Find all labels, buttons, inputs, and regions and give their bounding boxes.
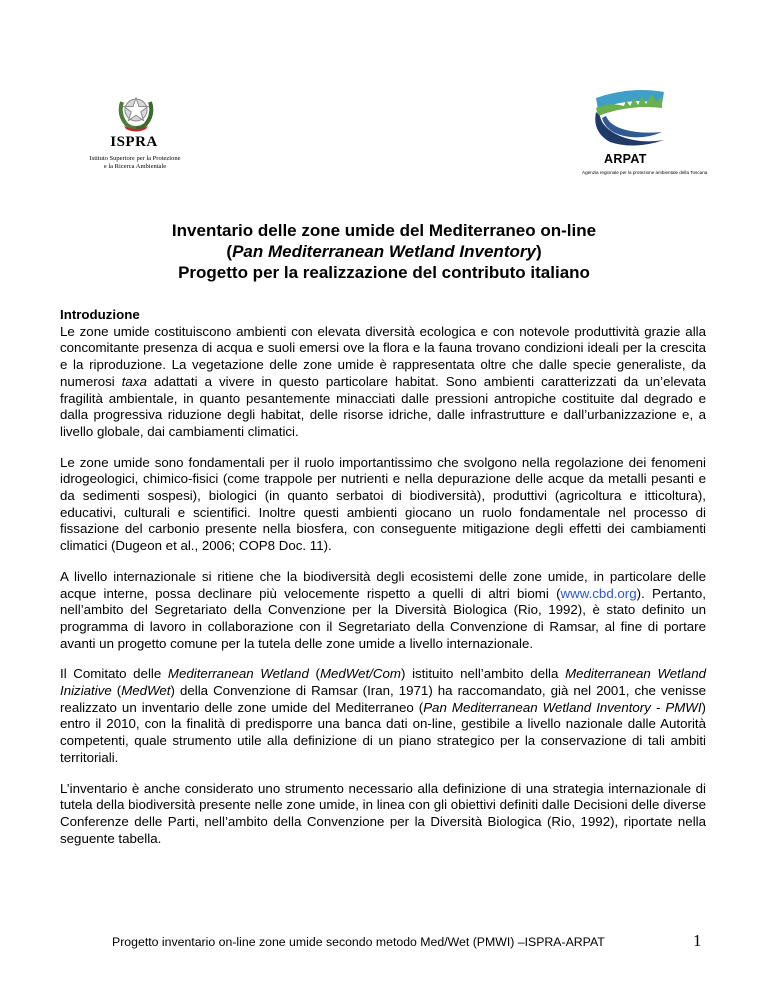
page-footer: Progetto inventario on-line zone umide secondo metodo Med/Wet (PMWI) –ISPRA-ARPAT [112,935,605,949]
p4-italic-1: Mediterranean Wetland [167,666,309,682]
cbd-link[interactable]: www.cbd.org [560,585,637,601]
p4-text-c: ) istituito nell’ambito della [400,666,566,682]
page-number: 1 [693,931,702,950]
p4-italic-3: Mediterranean Wetland Iniziative [60,666,706,699]
arpat-logo [582,86,708,188]
ispra-subtitle-line1: Istituto Superiore per la Protezione [89,155,181,162]
p4-text-e: ) della Convenzione di Ramsar (Iran, 1971) ha raccomandato, già nel 2001, che venisse realizzato un inventario delle zone umide del Mediterraneo ( [60,683,707,715]
paragraph-4 [60,666,706,766]
p4-italic-4: MedWet [121,683,171,699]
p4-italic-2: MedWet/Com [319,666,401,682]
document-body [60,307,706,861]
arpat-subtitle: Agenzia regionale per la protezione ambientale della Toscana [582,170,708,175]
p4-text-a: Il Comitato delle [60,666,168,682]
ispra-subtitle [80,155,190,171]
p3-text-b: ). Pertanto, nell’ambito del Segretariato della Convenzione per la Diversità Biologica (Rio, 1992), è stato definito un programma di lavoro in collaborazione con il Segretariato della Convenzione di Ramsar, al fine di portare avanti un progetto comune per la tutela delle zone umide a livello internazionale. [60,585,707,651]
italian-republic-emblem-icon [116,88,156,132]
title-line1: Inventario delle zone umide del Mediterraneo on-line [171,221,597,240]
ispra-logo [78,84,190,184]
paragraph-3 [60,569,706,653]
title-line2-italic: Pan Mediterranean Wetland Inventory [232,242,536,261]
p1-text-b: adattati a vivere in questo particolare habitat. Sono ambienti caratterizzati da un’elevata fragilità ambientale, in quanto pesantemente minacciati dalle pressioni antropiche costituite dal degrado e dalla progressiva riduzione degli habitat, delle risorse idriche, dalle infrastrutture e dall’urbanizzazione e, a livello globale, dai cambiamenti climatici. [60,373,706,439]
document-title [60,220,708,283]
ispra-subtitle-line2: e la Ricerca Ambientale [103,163,167,170]
paragraph-1 [60,324,706,441]
ispra-name: ISPRA [110,134,158,150]
p4-text-b: ( [308,666,320,682]
p4-text-d: ( [111,683,122,699]
arpat-name: ARPAT [604,152,647,166]
title-line2-close: ) [535,242,542,261]
p3-text-a: A livello internazionale si ritiene che la biodiversità degli ecosistemi delle zone umide, in particolare delle acque interne, possa declinare più velocemente rispetto a quelli di altri biomi ( [60,568,706,601]
p4-italic-5: Pan Mediterranean Wetland Inventory - PMWI [423,699,702,715]
title-line2-open: ( [226,242,233,261]
arpat-wave-landscape-icon [590,86,668,150]
title-line2 [60,241,708,262]
paragraph-5: L’inventario è anche considerato uno strumento necessario alla definizione di una strategia internazionale di tutela della biodiversità presente nelle zone umide, in linea con gli obiettivi definiti dalle Decisioni delle diverse Conferenze delle Parti, nell’ambito della Convenzione per la Diversità Biologica (Rio, 1992), riportate nella seguente tabella. [60,780,706,846]
title-line3: Progetto per la realizzazione del contributo italiano [178,263,590,282]
p1-italic: taxa [121,373,147,389]
p4-text-f: ) entro il 2010, con la finalità di predisporre una banca dati on-line, gestibile a livello nazionale dalle Autorità competenti, quale strumento utile alla definizione di un piano strategico per la conservazione di tali ambiti territoriali. [60,699,706,765]
p1-text-a: Le zone umide costituiscono ambienti con elevata diversità ecologica e con notevole produttività grazie alla concomitante presenza di acqua e suoli emersi ove la flora e la fauna trovano condizioni ideali per la crescita e la riproduzione. La vegetazione delle zone umide è rappresentata oltre che dalle specie generaliste, da numerosi [60,323,706,389]
section-heading: Introduzione [60,307,140,322]
paragraph-2: Le zone umide sono fondamentali per il ruolo importantissimo che svolgono nella regolazione dei fenomeni idrogeologici, chimico-fisici (come trappole per nutrienti e nella depurazione delle acque da metalli pesanti e da sedimenti sospesi), biologici (in quanto serbatoi di biodiversità), produttivi (agricoltura e itticoltura), educativi, culturali e scientifici. Inoltre questi ambienti giocano un ruolo fondamentale nel processo di fissazione del carbonio presente nella biosfera, con conseguente mitigazione degli effetti dei cambiamenti climatici (Dugeon et al., 2006; COP8 Doc. 11). [60,454,706,554]
